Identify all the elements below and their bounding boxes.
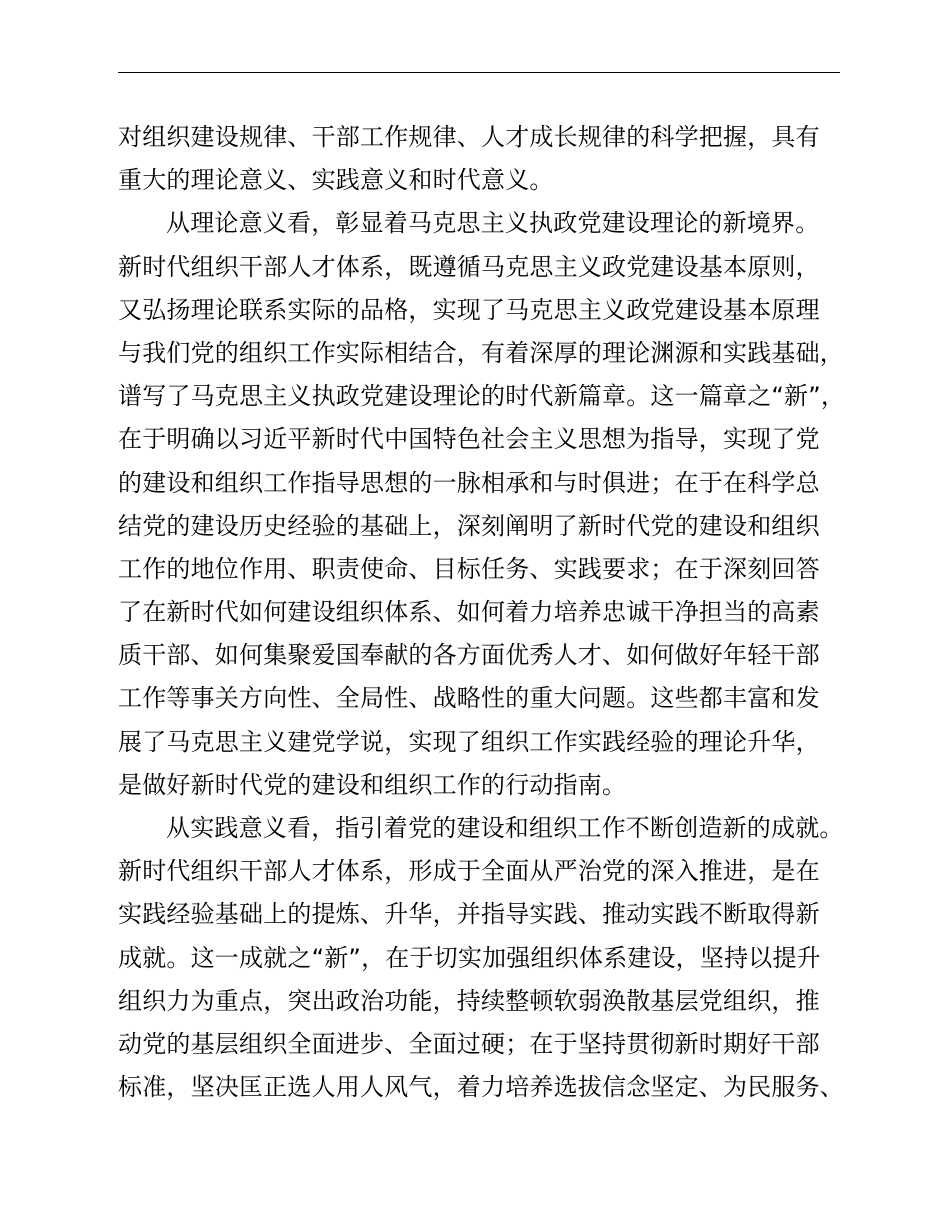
text-line: 谱写了马克思主义执政党建设理论的时代新篇章。这一篇章之“新”，: [118, 382, 846, 411]
text-line: 新时代组织干部人才体系，形成于全面从严治党的深入推进，是在: [118, 857, 820, 886]
text-line: 工作等事关方向性、全局性、战略性的重大问题。这些都丰富和发: [118, 684, 820, 713]
text-line: 结党的建设历史经验的基础上，深刻阐明了新时代党的建设和组织: [118, 511, 820, 540]
paragraph-first-line: 从理论意义看，彰显着马克思主义执政党建设理论的新境界。: [166, 209, 820, 238]
header-rule: [118, 72, 840, 73]
text-line: 了在新时代如何建设组织体系、如何着力培养忠诚干净担当的高素: [118, 598, 820, 627]
paragraph-first-line: 从实践意义看，指引着党的建设和组织工作不断创造新的成就。: [166, 814, 844, 842]
text-line: 与我们党的组织工作实际相结合，有着深厚的理论渊源和实践基础，: [118, 338, 844, 367]
text-line: 标准，坚决匡正选人用人风气，着力培养选拔信念坚定、为民服务、: [118, 1073, 844, 1102]
text-line: 工作的地位作用、职责使命、目标任务、实践要求；在于深刻回答: [118, 554, 820, 583]
text-line: 重大的理论意义、实践意义和时代意义。: [118, 166, 554, 195]
text-line: 展了马克思主义建党学说，实现了组织工作实践经验的理论升华，: [118, 727, 820, 756]
text-line: 新时代组织干部人才体系，既遵循马克思主义政党建设基本原则，: [118, 252, 820, 281]
text-line: 是做好新时代党的建设和组织工作的行动指南。: [118, 770, 627, 799]
text-line: 组织力为重点，突出政治功能，持续整顿软弱涣散基层党组织，推: [118, 986, 820, 1015]
text-line: 实践经验基础上的提炼、升华，并指导实践、推动实践不断取得新: [118, 900, 820, 929]
text-line: 成就。这一成就之“新”，在于切实加强组织体系建设，坚持以提升: [118, 943, 821, 972]
text-line: 又弘扬理论联系实际的品格，实现了马克思主义政党建设基本原理: [118, 295, 820, 324]
text-line: 动党的基层组织全面进步、全面过硬；在于坚持贯彻新时期好干部: [118, 1029, 820, 1058]
text-line: 对组织建设规律、干部工作规律、人才成长规律的科学把握，具有: [118, 123, 820, 151]
text-line: 在于明确以习近平新时代中国特色社会主义思想为指导，实现了党: [118, 425, 820, 454]
text-line: 的建设和组织工作指导思想的一脉相承和与时俱进；在于在科学总: [118, 468, 820, 497]
text-line: 质干部、如何集聚爱国奉献的各方面优秀人才、如何做好年轻干部: [118, 641, 820, 670]
document-body: [118, 116, 878, 1109]
